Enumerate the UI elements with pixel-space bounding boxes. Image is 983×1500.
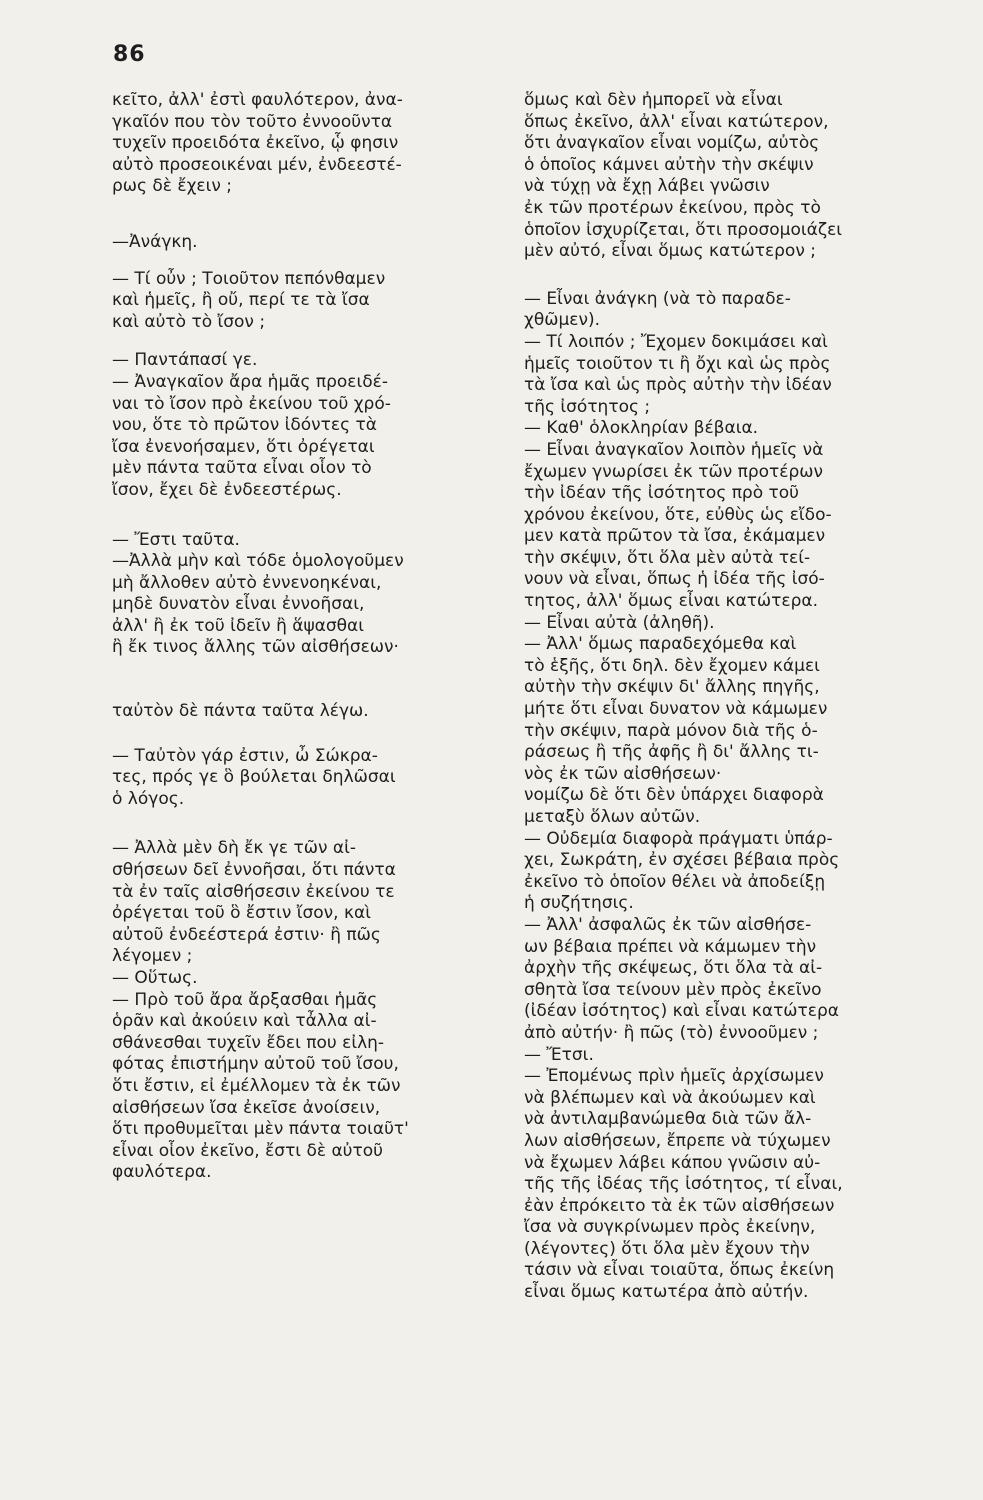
left-paragraph: — Παντάπασί γε. — Ἀναγκαῖον ἄρα ἡμᾶς προειδέ- ναι τὸ ἴσον πρὸ ἐκείνου τοῦ χρό- νου, ὅτε τὸ πρῶτον ἰδόντες τὰ ἴσα ἐνενοήσαμεν, ὅτι ὀρέγεται μὲν πάντα ταῦτα εἶναι οἷον τὸ ἴσον, ἔχει δὲ ἐνδεεστέρως. <box>112 350 391 500</box>
left-paragraph: — Ταὐτὸν γάρ ἐστιν, ὦ Σώκρα- τες, πρός γε ὃ βούλεται δηλῶσαι ὁ λόγος. <box>112 745 396 809</box>
left-paragraph: κεῖτο, ἀλλ' ἐστὶ φαυλότερον, ἀνα- γκαῖόν που τὸν τοῦτο ἐννοοῦντα τυχεῖν προειδότα ἐκεῖνο, ᾧ φησιν αὐτὸ προσεοικέναι μέν, ἐνδεεστέ- ρως δὲ ἔχειν ; <box>112 90 403 197</box>
right-column-modern-greek-translation <box>524 90 904 1304</box>
left-paragraph: — Ἀλλὰ μὲν δὴ ἔκ γε τῶν αἰ- σθήσεων δεῖ ἐννοῆσαι, ὅτι πάντα τὰ ἐν ταῖς αἰσθήσεσιν ἐκείνου τε ὀρέγεται τοῦ ὃ ἔστιν ἴσον, καὶ αὐτοῦ ἐνδεέστερά ἐστιν· ἢ πῶς λέγομεν ; — Οὕτως. — Πρὸ τοῦ ἄρα ἄρξασθαι ἡμᾶς ὁρᾶν καὶ ἀκούειν καὶ τἆλλα αἰ- σθάνεσθαι τυχεῖν ἔδει που εἰλη- φότας ἐπιστήμην αὐτοῦ τοῦ ἴσου, ὅτι ἔστιν, εἰ ἐμέλλομεν τὰ ἐκ τῶν αἰσθήσεων ἴσα ἐκεῖσε ἀνοίσειν, ὅτι προθυμεῖται μὲν πάντα τοιαῦτ' εἶναι οἷον ἐκεῖνο, ἔστι δὲ αὐτοῦ φαυλότερα. <box>112 838 409 1183</box>
left-column-greek-text <box>112 90 492 1184</box>
left-paragraph: —Ἀνάγκη. <box>112 231 198 252</box>
left-paragraph: — Τί οὖν ; Τοιοῦτον πεπόνθαμεν καὶ ἡμεῖς, ἢ οὔ, περί τε τὰ ἴσα καὶ αὐτὸ τὸ ἴσον ; <box>112 268 386 332</box>
right-paragraph: ὅμως καὶ δὲν ἠμπορεῖ νὰ εἶναι ὅπως ἐκεῖνο, ἀλλ' εἶναι κατώτερον, ὅτι ἀναγκαῖον εἶναι νομίζω, αὐτὸς ὁ ὁποῖος κάμνει αὐτὴν τὴν σκέψιν νὰ τύχῃ νὰ ἔχῃ λάβει γνῶσιν ἐκ τῶν προτέρων ἐκείνου, πρὸς τὸ ὁποῖον ἰσχυρίζεται, ὅτι προσομοιάζει μὲν αὐτό, εἶναι ὅμως κατώτερον ; <box>524 90 843 262</box>
page-number: 86 <box>113 42 146 67</box>
right-paragraph: — Εἶναι ἀνάγκη (νὰ τὸ παραδε- χθῶμεν). — Τί λοιπόν ; Ἔχομεν δοκιμάσει καὶ ἡμεῖς τοιοῦτον τι ἢ ὄχι καὶ ὡς πρὸς τὰ ἴσα καὶ ὡς πρὸς αὐτὴν τὴν ἰδέαν τῆς ἰσότητος ; — Καθ' ὁλοκληρίαν βέβαια. — Εἶναι ἀναγκαῖον λοιπὸν ἡμεῖς νὰ ἔχωμεν γνωρίσει ἐκ τῶν προτέρων τὴν ἰδέαν τῆς ἰσότητος πρὸ τοῦ χρόνου ἐκείνου, ὅτε, εὐθὺς ὡς εἴδο- μεν κατὰ πρῶτον τὰ ἴσα, ἐκάμαμεν τὴν σκέψιν, ὅτι ὅλα μὲν αὐτὰ τεί- νουν νὰ εἶναι, ὅπως ἡ ἰδέα τῆς ἰσό- τητος, ἀλλ' ὅμως εἶναι κατώτερα. — Εἶναι αὐτὰ (ἀληθῆ). — Ἀλλ' ὅμως παραδεχόμεθα καὶ τὸ ἑξῆς, ὅτι δηλ. δὲν ἔχομεν κάμει αὐτὴν τὴν σκέψιν δι' ἄλλης πηγῆς, μήτε ὅτι εἶναι δυνατον νὰ κάμωμεν τὴν σκέψιν, παρὰ μόνον διὰ τῆς ὁ- ράσεως ἢ τῆς ἀφῆς ἢ δι' ἄλλης τι- νὸς ἐκ τῶν αἰσθήσεων· νομίζω δὲ ὅτι δὲν ὑπάρχει διαφορὰ μεταξὺ ὅλων αὐτῶν. — Οὐδεμία διαφορὰ πράγματι ὑπάρ- χει, Σωκράτη, ἐν σχέσει βέβαια πρὸς ἐκεῖνο τὸ ὁποῖον θέλει νὰ ἀποδείξῃ ἡ συζήτησις. — Ἀλλ' ἀσφαλῶς ἐκ τῶν αἰσθήσε- ων βέβαια πρέπει νὰ κάμωμεν τὴν ἀρχὴν τῆς σκέψεως, ὅτι ὅλα τὰ αἰ- σθητὰ ἴσα τείνουν μὲν πρὸς ἐκεῖνο (ἰδέαν ἰσότητος) καὶ εἶναι κατώτερα ἀπὸ αὐτήν· ἢ πῶς (τὸ) ἐννοοῦμεν ; — Ἔτσι. — Ἐπομένως πρὶν ἡμεῖς ἀρχίσωμεν νὰ βλέπωμεν καὶ νὰ ἀκούωμεν καὶ νὰ ἀντιλαμβανώμεθα διὰ τῶν ἄλ- λων αἰσθήσεων, ἔπρεπε νὰ τύχωμεν νὰ ἔχωμεν λάβει κάπου γνῶσιν αὐ- τῆς τῆς ἰδέας τῆς ἰσότητος, τί εἶναι, ἐὰν ἐπρόκειτο τὰ ἐκ τῶν αἰσθήσεων ἴσα νὰ συγκρίνωμεν πρὸς ἐκείνην, (λέγοντες) ὅτι ὅλα μὲν ἔχουν τὴν τάσιν νὰ εἶναι τοιαῦτα, ὅπως ἐκείνη εἶναι ὅμως κατωτέρα ἀπὸ αὐτήν. <box>524 288 843 1303</box>
left-paragraph: — Ἔστι ταῦτα. —Ἀλλὰ μὴν καὶ τόδε ὁμολογοῦμεν μὴ ἄλλοθεν αὐτὸ ἐννενοηκέναι, μηδὲ δυνατὸν εἶναι ἐννοῆσαι, ἀλλ' ἢ ἐκ τοῦ ἰδεῖν ἢ ἅψασθαι ἢ ἔκ τινος ἄλλης τῶν αἰσθήσεων· <box>112 529 404 658</box>
left-paragraph: ταὐτὸν δὲ πάντα ταῦτα λέγω. <box>112 701 369 722</box>
